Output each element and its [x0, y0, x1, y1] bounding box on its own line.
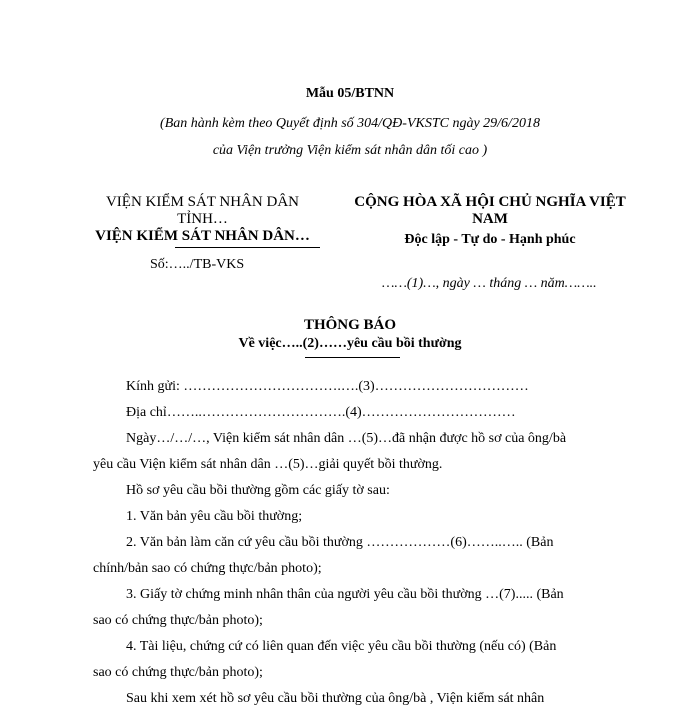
list-item-4-l2: sao có chứng thực/bản photo); [93, 665, 263, 680]
document-title: THÔNG BÁO [303, 317, 397, 333]
list-item-2-l2: chính/bản sao có chứng thực/bản photo); [93, 561, 322, 576]
document-number: Số:…../TB-VKS [150, 257, 245, 272]
address-line: Địa chỉ……..………………………….(4)…………………………… [126, 405, 516, 420]
list-item-3-l2: sao có chứng thực/bản photo); [93, 613, 263, 628]
paragraph-received-l2: yêu cầu Viện kiểm sát nhân dân …(5)…giải quyết bồi thường. [93, 457, 443, 472]
national-line1: CỘNG HÒA XÃ HỘI CHỦ NGHĨA VIỆT [354, 194, 626, 210]
national-header [330, 194, 650, 248]
paragraph-received-l1: Ngày…/…/…, Viện kiểm sát nhân dân …(5)…đã nhận được hồ sơ của ông/bà [126, 431, 567, 446]
document-body [93, 374, 615, 712]
docs-intro: Hồ sơ yêu cầu bồi thường gồm các giấy tờ sau: [126, 483, 390, 498]
agency-line3: VIỆN KIỂM SÁT NHÂN DÂN… [95, 228, 310, 244]
agency-line1: VIỆN KIỂM SÁT NHÂN DÂN [105, 194, 300, 210]
agency-header [60, 194, 345, 245]
agency-line2: TỈNH… [177, 211, 228, 227]
list-item-3-l1: 3. Giấy tờ chứng minh nhân thân của người yêu cầu bồi thường …(7)..... (Bản [126, 587, 564, 602]
list-item-4-l1: 4. Tài liệu, chứng cứ có liên quan đến việc yêu cầu bồi thường (nếu có) (Bản [126, 639, 557, 654]
recipient-line: Kính gửi: …………………………….….(3)…………………………… [126, 379, 529, 394]
subject-underline [305, 357, 400, 358]
national-line2: NAM [472, 211, 508, 227]
document-subject: Về việc…..(2)……yêu cầu bồi thường [238, 336, 462, 351]
form-code: Mẫu 05/BTNN [305, 86, 395, 101]
list-item-1: 1. Văn bản yêu cầu bồi thường; [126, 509, 303, 524]
issued-note-line1: (Ban hành kèm theo Quyết định số 304/QĐ-VKSTC ngày 29/6/2018 [160, 116, 540, 131]
issued-note-line2: của Viện trưởng Viện kiểm sát nhân dân tối cao ) [212, 143, 488, 158]
closing-paragraph: Sau khi xem xét hồ sơ yêu cầu bồi thường của ông/bà , Viện kiểm sát nhân [126, 691, 545, 706]
agency-underline [175, 247, 320, 248]
list-item-2-l1: 2. Văn bản làm căn cứ yêu cầu bồi thường ………………(6)……..….. (Bản [126, 535, 554, 550]
place-date: ……(1)…, ngày … tháng … năm…….. [382, 276, 597, 291]
national-motto: Độc lập - Tự do - Hạnh phúc [404, 232, 576, 247]
